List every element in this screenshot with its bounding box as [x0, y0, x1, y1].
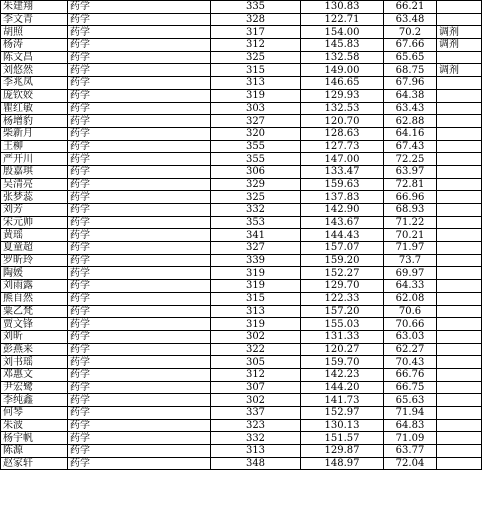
major-cell: 药学 — [68, 77, 211, 90]
exam-score-cell: 325 — [211, 51, 301, 64]
second-score-cell: 132.53 — [301, 102, 384, 115]
total-score-cell: 63.43 — [384, 102, 437, 115]
total-score-cell: 64.83 — [384, 419, 437, 432]
table-row — [1, 407, 482, 420]
major-cell: 药学 — [68, 216, 211, 229]
note-cell — [437, 445, 482, 458]
total-score-cell: 70.2 — [384, 26, 437, 39]
table-row — [1, 153, 482, 166]
note-cell — [437, 89, 482, 102]
note-cell — [437, 77, 482, 90]
major-cell: 药学 — [68, 432, 211, 445]
exam-score-cell: 307 — [211, 381, 301, 394]
exam-score-cell: 341 — [211, 229, 301, 242]
exam-score-cell: 327 — [211, 242, 301, 255]
major-cell: 药学 — [68, 153, 211, 166]
name-cell: 陈文昌 — [1, 51, 68, 64]
second-score-cell: 149.00 — [301, 64, 384, 77]
major-cell: 药学 — [68, 318, 211, 331]
major-cell: 药学 — [68, 368, 211, 381]
total-score-cell: 62.08 — [384, 292, 437, 305]
exam-score-cell: 355 — [211, 153, 301, 166]
total-score-cell: 63.48 — [384, 13, 437, 26]
second-score-cell: 133.47 — [301, 165, 384, 178]
table-row — [1, 191, 482, 204]
second-score-cell: 152.27 — [301, 267, 384, 280]
name-cell: 陈源 — [1, 445, 68, 458]
name-cell: 何琴 — [1, 407, 68, 420]
second-score-cell: 130.13 — [301, 419, 384, 432]
second-score-cell: 157.20 — [301, 305, 384, 318]
exam-score-cell: 323 — [211, 419, 301, 432]
total-score-cell: 64.33 — [384, 280, 437, 293]
second-score-cell: 129.93 — [301, 89, 384, 102]
second-score-cell: 120.70 — [301, 115, 384, 128]
major-cell: 药学 — [68, 343, 211, 356]
name-cell: 杨宇帆 — [1, 432, 68, 445]
name-cell: 刘悠然 — [1, 64, 68, 77]
table-row — [1, 267, 482, 280]
second-score-cell: 122.33 — [301, 292, 384, 305]
total-score-cell: 66.21 — [384, 1, 437, 14]
second-score-cell: 154.00 — [301, 26, 384, 39]
name-cell: 李兆凤 — [1, 77, 68, 90]
exam-score-cell: 335 — [211, 1, 301, 14]
note-cell — [437, 127, 482, 140]
total-score-cell: 71.09 — [384, 432, 437, 445]
major-cell: 药学 — [68, 191, 211, 204]
total-score-cell: 64.38 — [384, 89, 437, 102]
exam-score-cell: 313 — [211, 445, 301, 458]
note-cell — [437, 292, 482, 305]
note-cell: 调剂 — [437, 39, 482, 52]
major-cell: 药学 — [68, 229, 211, 242]
name-cell: 杨增豹 — [1, 115, 68, 128]
table-row — [1, 432, 482, 445]
total-score-cell: 65.65 — [384, 51, 437, 64]
exam-score-cell: 348 — [211, 457, 301, 470]
exam-score-cell: 315 — [211, 292, 301, 305]
note-cell — [437, 51, 482, 64]
note-cell — [437, 216, 482, 229]
note-cell — [437, 457, 482, 470]
table-row — [1, 26, 482, 39]
table-row — [1, 280, 482, 293]
major-cell: 药学 — [68, 39, 211, 52]
major-cell: 药学 — [68, 26, 211, 39]
major-cell: 药学 — [68, 51, 211, 64]
second-score-cell: 152.97 — [301, 407, 384, 420]
second-score-cell: 142.23 — [301, 368, 384, 381]
total-score-cell: 70.43 — [384, 356, 437, 369]
exam-score-cell: 319 — [211, 267, 301, 280]
note-cell — [437, 102, 482, 115]
exam-score-cell: 315 — [211, 64, 301, 77]
exam-score-cell: 302 — [211, 394, 301, 407]
name-cell: 李文青 — [1, 13, 68, 26]
table-row — [1, 165, 482, 178]
total-score-cell: 72.25 — [384, 153, 437, 166]
major-cell: 药学 — [68, 64, 211, 77]
table-row — [1, 330, 482, 343]
exam-score-cell: 312 — [211, 368, 301, 381]
total-score-cell: 66.75 — [384, 381, 437, 394]
table-row — [1, 445, 482, 458]
table-row — [1, 368, 482, 381]
note-cell — [437, 165, 482, 178]
major-cell: 药学 — [68, 356, 211, 369]
table-row — [1, 39, 482, 52]
major-cell: 药学 — [68, 381, 211, 394]
name-cell: 贾文锋 — [1, 318, 68, 331]
exam-score-cell: 306 — [211, 165, 301, 178]
exam-score-cell: 329 — [211, 178, 301, 191]
exam-score-cell: 317 — [211, 26, 301, 39]
name-cell: 吴清亮 — [1, 178, 68, 191]
table-row — [1, 102, 482, 115]
major-cell: 药学 — [68, 280, 211, 293]
major-cell: 药学 — [68, 330, 211, 343]
table-row — [1, 204, 482, 217]
note-cell — [437, 330, 482, 343]
major-cell: 药学 — [68, 140, 211, 153]
note-cell — [437, 140, 482, 153]
second-score-cell: 128.63 — [301, 127, 384, 140]
note-cell — [437, 204, 482, 217]
name-cell: 罗昕玲 — [1, 254, 68, 267]
major-cell: 药学 — [68, 267, 211, 280]
second-score-cell: 144.20 — [301, 381, 384, 394]
table-row — [1, 394, 482, 407]
second-score-cell: 122.71 — [301, 13, 384, 26]
exam-score-cell: 319 — [211, 280, 301, 293]
second-score-cell: 131.33 — [301, 330, 384, 343]
name-cell: 胡照 — [1, 26, 68, 39]
table-row — [1, 115, 482, 128]
second-score-cell: 146.65 — [301, 77, 384, 90]
total-score-cell: 63.97 — [384, 165, 437, 178]
total-score-cell: 67.96 — [384, 77, 437, 90]
note-cell: 调剂 — [437, 64, 482, 77]
total-score-cell: 70.6 — [384, 305, 437, 318]
major-cell: 药学 — [68, 292, 211, 305]
name-cell: 宋元帅 — [1, 216, 68, 229]
note-cell — [437, 407, 482, 420]
total-score-cell: 62.88 — [384, 115, 437, 128]
total-score-cell: 67.66 — [384, 39, 437, 52]
exam-score-cell: 320 — [211, 127, 301, 140]
table-row — [1, 381, 482, 394]
major-cell: 药学 — [68, 242, 211, 255]
name-cell: 李纯鑫 — [1, 394, 68, 407]
total-score-cell: 68.93 — [384, 204, 437, 217]
total-score-cell: 67.43 — [384, 140, 437, 153]
table-row — [1, 254, 482, 267]
total-score-cell: 62.27 — [384, 343, 437, 356]
second-score-cell: 143.67 — [301, 216, 384, 229]
score-table-body — [1, 1, 482, 470]
note-cell — [437, 153, 482, 166]
total-score-cell: 66.96 — [384, 191, 437, 204]
second-score-cell: 151.57 — [301, 432, 384, 445]
note-cell — [437, 381, 482, 394]
table-row — [1, 216, 482, 229]
note-cell — [437, 432, 482, 445]
second-score-cell: 132.58 — [301, 51, 384, 64]
total-score-cell: 70.21 — [384, 229, 437, 242]
major-cell: 药学 — [68, 13, 211, 26]
note-cell — [437, 368, 482, 381]
table-row — [1, 1, 482, 14]
table-row — [1, 242, 482, 255]
second-score-cell: 145.83 — [301, 39, 384, 52]
second-score-cell: 137.83 — [301, 191, 384, 204]
exam-score-cell: 313 — [211, 305, 301, 318]
name-cell: 严开川 — [1, 153, 68, 166]
note-cell — [437, 254, 482, 267]
exam-score-cell: 319 — [211, 318, 301, 331]
total-score-cell: 64.16 — [384, 127, 437, 140]
second-score-cell: 141.73 — [301, 394, 384, 407]
exam-score-cell: 337 — [211, 407, 301, 420]
major-cell: 药学 — [68, 115, 211, 128]
total-score-cell: 71.97 — [384, 242, 437, 255]
second-score-cell: 155.03 — [301, 318, 384, 331]
name-cell: 粟乙梵 — [1, 305, 68, 318]
name-cell: 张梦蕊 — [1, 191, 68, 204]
total-score-cell: 71.94 — [384, 407, 437, 420]
total-score-cell: 71.22 — [384, 216, 437, 229]
note-cell — [437, 394, 482, 407]
total-score-cell: 72.81 — [384, 178, 437, 191]
exam-score-cell: 313 — [211, 77, 301, 90]
exam-score-cell: 322 — [211, 343, 301, 356]
second-score-cell: 148.97 — [301, 457, 384, 470]
name-cell: 庞钦姣 — [1, 89, 68, 102]
exam-score-cell: 305 — [211, 356, 301, 369]
second-score-cell: 144.43 — [301, 229, 384, 242]
table-row — [1, 77, 482, 90]
second-score-cell: 130.83 — [301, 1, 384, 14]
major-cell: 药学 — [68, 102, 211, 115]
note-cell — [437, 305, 482, 318]
table-row — [1, 140, 482, 153]
exam-score-cell: 355 — [211, 140, 301, 153]
major-cell: 药学 — [68, 457, 211, 470]
table-row — [1, 343, 482, 356]
exam-score-cell: 332 — [211, 432, 301, 445]
name-cell: 刘芳 — [1, 204, 68, 217]
note-cell — [437, 13, 482, 26]
name-cell: 柴新月 — [1, 127, 68, 140]
major-cell: 药学 — [68, 178, 211, 191]
second-score-cell: 127.73 — [301, 140, 384, 153]
table-row — [1, 419, 482, 432]
table-row — [1, 356, 482, 369]
table-row — [1, 229, 482, 242]
total-score-cell: 70.66 — [384, 318, 437, 331]
total-score-cell: 65.63 — [384, 394, 437, 407]
note-cell — [437, 191, 482, 204]
second-score-cell: 120.27 — [301, 343, 384, 356]
name-cell: 刘雨露 — [1, 280, 68, 293]
major-cell: 药学 — [68, 445, 211, 458]
table-row — [1, 64, 482, 77]
note-cell — [437, 343, 482, 356]
second-score-cell: 159.63 — [301, 178, 384, 191]
name-cell: 赵家轩 — [1, 457, 68, 470]
exam-score-cell: 353 — [211, 216, 301, 229]
exam-score-cell: 328 — [211, 13, 301, 26]
major-cell: 药学 — [68, 419, 211, 432]
name-cell: 彭燕来 — [1, 343, 68, 356]
major-cell: 药学 — [68, 407, 211, 420]
note-cell — [437, 318, 482, 331]
total-score-cell: 66.76 — [384, 368, 437, 381]
exam-score-cell: 312 — [211, 39, 301, 52]
major-cell: 药学 — [68, 254, 211, 267]
note-cell — [437, 419, 482, 432]
name-cell: 杨涛 — [1, 39, 68, 52]
name-cell: 瞿红敏 — [1, 102, 68, 115]
name-cell: 熊自然 — [1, 292, 68, 305]
total-score-cell: 69.97 — [384, 267, 437, 280]
name-cell: 陶媛 — [1, 267, 68, 280]
note-cell: 调剂 — [437, 26, 482, 39]
table-row — [1, 13, 482, 26]
total-score-cell: 72.04 — [384, 457, 437, 470]
total-score-cell: 63.77 — [384, 445, 437, 458]
note-cell — [437, 178, 482, 191]
exam-score-cell: 332 — [211, 204, 301, 217]
table-row — [1, 318, 482, 331]
note-cell — [437, 267, 482, 280]
table-row — [1, 457, 482, 470]
exam-score-cell: 325 — [211, 191, 301, 204]
exam-score-cell: 302 — [211, 330, 301, 343]
second-score-cell: 142.90 — [301, 204, 384, 217]
major-cell: 药学 — [68, 305, 211, 318]
total-score-cell: 68.75 — [384, 64, 437, 77]
major-cell: 药学 — [68, 1, 211, 14]
note-cell — [437, 229, 482, 242]
exam-score-cell: 319 — [211, 89, 301, 102]
second-score-cell: 157.07 — [301, 242, 384, 255]
note-cell — [437, 356, 482, 369]
exam-score-cell: 327 — [211, 115, 301, 128]
name-cell: 刘昕 — [1, 330, 68, 343]
name-cell: 夏童超 — [1, 242, 68, 255]
total-score-cell: 63.03 — [384, 330, 437, 343]
table-row — [1, 305, 482, 318]
name-cell: 殷嘉琪 — [1, 165, 68, 178]
exam-score-cell: 339 — [211, 254, 301, 267]
note-cell — [437, 280, 482, 293]
major-cell: 药学 — [68, 127, 211, 140]
name-cell: 尹宏鹭 — [1, 381, 68, 394]
note-cell — [437, 242, 482, 255]
name-cell: 王柳 — [1, 140, 68, 153]
exam-score-cell: 303 — [211, 102, 301, 115]
note-cell — [437, 1, 482, 14]
major-cell: 药学 — [68, 165, 211, 178]
second-score-cell: 147.00 — [301, 153, 384, 166]
second-score-cell: 159.20 — [301, 254, 384, 267]
major-cell: 药学 — [68, 394, 211, 407]
name-cell: 黄瑶 — [1, 229, 68, 242]
table-row — [1, 89, 482, 102]
table-row — [1, 51, 482, 64]
total-score-cell: 73.7 — [384, 254, 437, 267]
table-row — [1, 178, 482, 191]
name-cell: 刘书瑶 — [1, 356, 68, 369]
major-cell: 药学 — [68, 89, 211, 102]
name-cell: 朱波 — [1, 419, 68, 432]
note-cell — [437, 115, 482, 128]
name-cell: 朱建翔 — [1, 1, 68, 14]
second-score-cell: 129.87 — [301, 445, 384, 458]
major-cell: 药学 — [68, 204, 211, 217]
second-score-cell: 159.70 — [301, 356, 384, 369]
table-row — [1, 127, 482, 140]
second-score-cell: 129.70 — [301, 280, 384, 293]
table-row — [1, 292, 482, 305]
name-cell: 邓惠文 — [1, 368, 68, 381]
